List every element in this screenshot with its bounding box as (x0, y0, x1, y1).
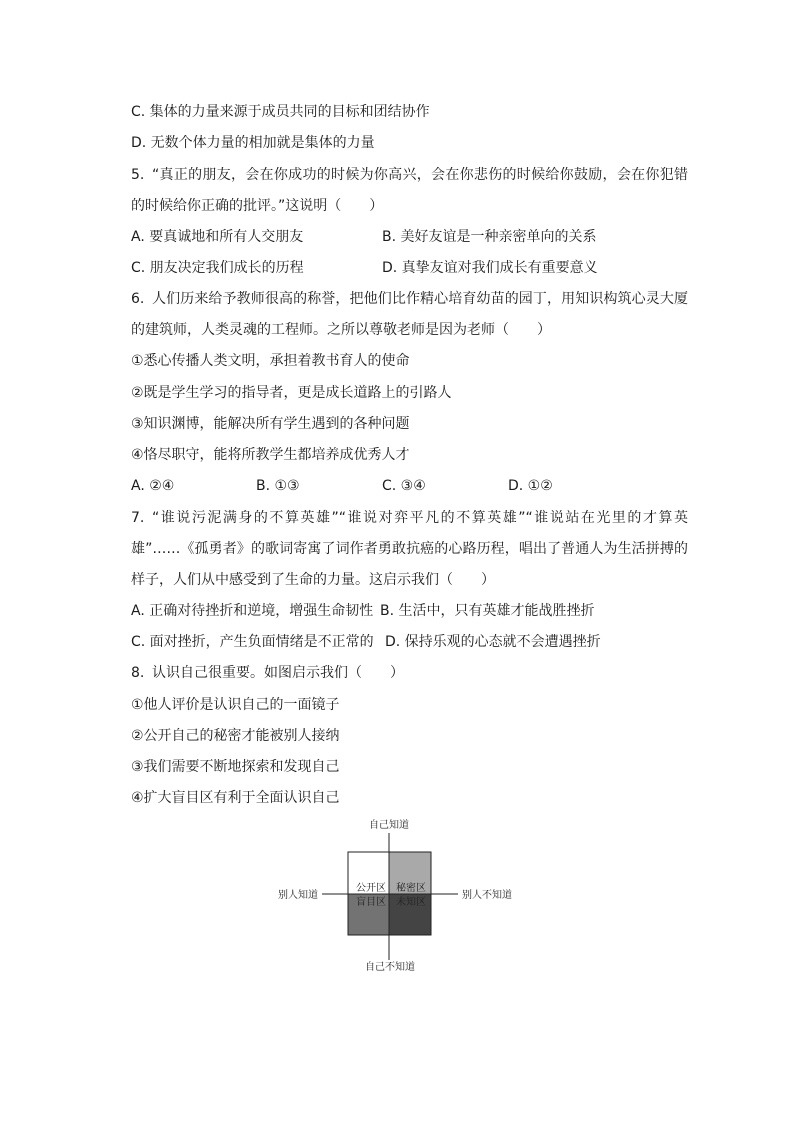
q6-statement-4: ④恪尽职守，能将所教学生都培养成优秀人才 (131, 447, 410, 463)
q8-statement-1: ①他人评价是认识自己的一面镜子 (131, 697, 340, 713)
q8-number: 8. (131, 665, 145, 681)
q8-statement-4: ④扩大盲目区有利于全面认识自己 (131, 790, 340, 806)
q6-stem-line-2: 的建筑师，人类灵魂的工程师。之所以尊敬老师是因为老师（ ） (131, 322, 551, 338)
q7-option-d: D. 保持乐观的心态就不会遭遇挫折 (385, 634, 601, 650)
q6-stem-line-1: 人们历来给予教师很高的称誉，把他们比作精心培育幼苗的园丁，用知识构筑心灵大厦 (152, 291, 688, 307)
unknown-area-label: 未知区 (396, 897, 426, 908)
q8-stem-line-1: 认识自己很重要。如图启示我们（ ） (152, 665, 404, 681)
blind-area-label: 盲目区 (356, 897, 386, 908)
q7-option-c: C. 面对挫折，产生负面情绪是不正常的 (131, 634, 374, 650)
q6-statement-2: ②既是学生学习的指导者，更是成长道路上的引路人 (131, 385, 452, 401)
q6-option-b: B. ①③ (256, 478, 300, 494)
q6-statement-3: ③知识渊博，能解决所有学生遇到的各种问题 (131, 416, 410, 432)
diagram-left-label: 别人知道 (278, 890, 318, 901)
q6-statement-1: ①悉心传播人类文明，承担着教书育人的使命 (131, 353, 410, 369)
johari-window-diagram (270, 812, 530, 977)
q5-option-d: D. 真挚友谊对我们成长有重要意义 (382, 260, 598, 276)
q8-statement-2: ②公开自己的秘密才能被别人接纳 (131, 728, 340, 744)
q6-option-d: D. ①② (508, 478, 553, 494)
q7-option-b: B. 生活中，只有英雄才能战胜挫折 (380, 603, 595, 619)
q7-number: 7. (131, 510, 145, 526)
q7-stem-line-1: “谁说污泥满身的不算英雄”“谁说对弈平凡的不算英雄”“谁说站在光里的才算英 (152, 510, 688, 526)
q7-stem-line-2: 雄”……《孤勇者》的歌词寄寓了词作者勇敢抗癌的心路历程，唱出了普通人为生活拼搏的 (131, 541, 688, 557)
q5-option-c: C. 朋友决定我们成长的历程 (131, 260, 304, 276)
q7-stem-line-3: 样子，人们从中感受到了生命的力量。这启示我们（ ） (131, 572, 495, 588)
q5-option-a: A. 要真诚地和所有人交朋友 (131, 229, 304, 245)
open-area-label: 公开区 (356, 883, 386, 894)
diagram-top-label: 自己知道 (369, 820, 409, 831)
q7-option-a: A. 正确对待挫折和逆境，增强生命韧性 (131, 603, 374, 619)
q5-option-b: B. 美好友谊是一种亲密单向的关系 (382, 229, 597, 245)
q5-stem-line-2: 的时候给你正确的批评。”这说明（ ） (131, 198, 384, 214)
q6-option-c: C. ③④ (382, 478, 426, 494)
q5-number: 5. (131, 167, 145, 183)
prev-question-option-c: C. 集体的力量来源于成员共同的目标和团结协作 (131, 104, 430, 120)
q6-number: 6. (131, 291, 145, 307)
prev-question-option-d: D. 无数个体力量的相加就是集体的力量 (131, 135, 375, 151)
q8-statement-3: ③我们需要不断地探索和发现自己 (131, 759, 340, 775)
diagram-bottom-label: 自己不知道 (365, 962, 415, 973)
q6-option-a: A. ②④ (131, 478, 175, 494)
hidden-area-label: 秘密区 (396, 883, 426, 894)
q5-stem-line-1: “真正的朋友，会在你成功的时候为你高兴，会在你悲伤的时候给你鼓励，会在你犯错 (152, 167, 688, 183)
diagram-right-label: 别人不知道 (462, 890, 512, 901)
